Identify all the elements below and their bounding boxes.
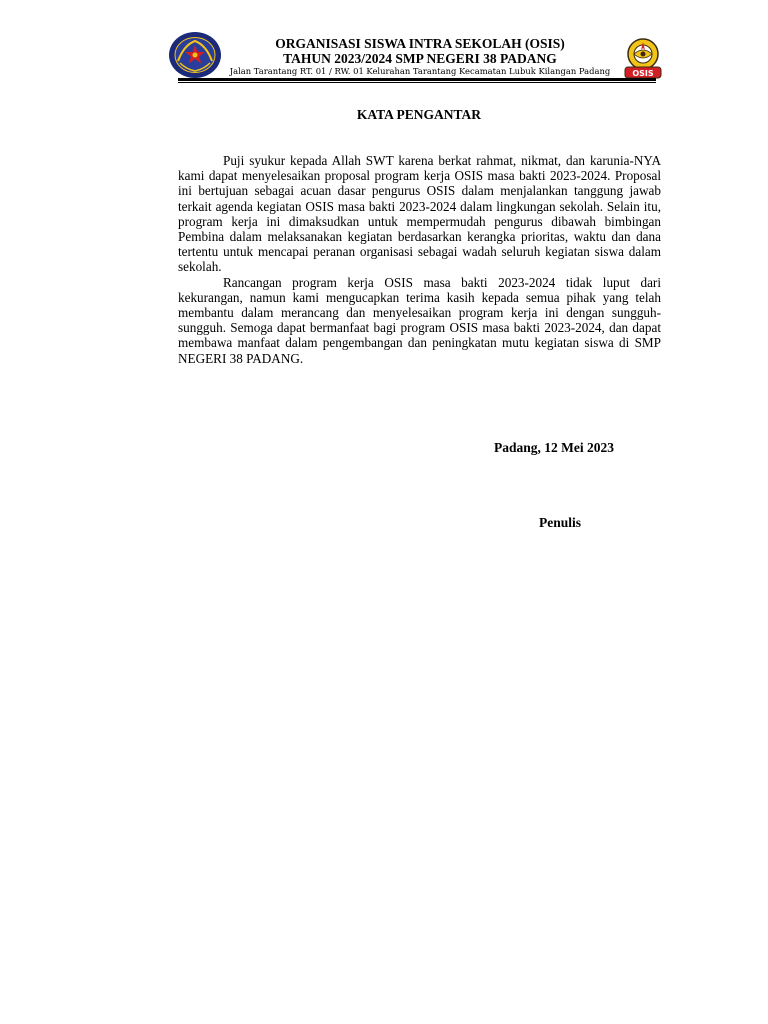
osis-emblem-icon [621, 36, 665, 80]
signatory: Penulis [539, 515, 582, 530]
body-paragraph: Rancangan program kerja OSIS masa bakti 2023-2024 tidak luput dari kekurangan, namun kami mengucapkan terima kasih kepada semua pihak yang telah membantu dalam merancang dan menyelesaikan program kerja ini dengan sungguh- sungguh. Semoga dapat bermanfaat bagi program OSIS masa bakti 2023-2024, dan dapat membawa manfaat dalam pengembangan dan peningkatan mutu kegiatan siswa di SMP NEGERI 38 PADANG. [178, 274, 661, 366]
document-body [178, 153, 661, 366]
letterhead-subtitle: TAHUN 2023/2024 SMP NEGERI 38 PADANG [283, 51, 557, 66]
place-date: Padang, 12 Mei 2023 [494, 440, 614, 455]
letterhead-title: ORGANISASI SISWA INTRA SEKOLAH (OSIS) [275, 36, 565, 51]
letterhead-divider [178, 78, 656, 81]
svg-text:OSIS: OSIS [632, 69, 654, 78]
document-heading: KATA PENGANTAR [356, 107, 482, 122]
letterhead-divider-thin [178, 82, 656, 83]
letterhead-address: Jalan Tarantang RT. 01 / RW. 01 Kelurahan Tarantang Kecamatan Lubuk Kilangan Padang [229, 66, 611, 76]
body-paragraph: Puji syukur kepada Allah SWT karena berkat rahmat, nikmat, dan karunia-NYA kami dapat menyelesaikan proposal program kerja OSIS masa bakti 2023-2024. Proposal ini bertujuan sebagai acuan dasar pengurus OSIS dalam menjalankan tanggung jawab terkait agenda kegiatan OSIS masa bakti 2023-2024 dalam lingkungan sekolah. Selain itu, program kerja ini dimaksudkan untuk mempermudah pengurus dibawah bimbingan Pembina dalam melaksanakan kegiatan berdasarkan kerangka prioritas, waktu dan dana tertentu untuk mencapai peranan organisasi sebagai wadah seluruh kegiatan siswa dalam sekolah. [178, 153, 661, 275]
